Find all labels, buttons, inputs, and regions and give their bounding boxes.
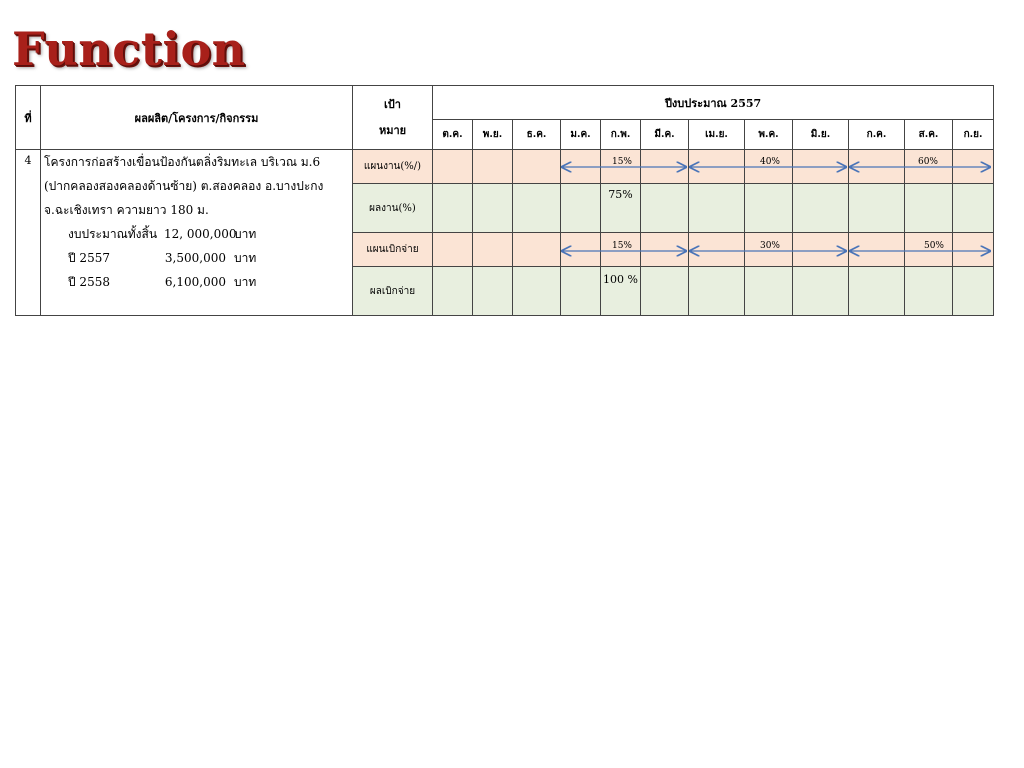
cell [745,267,793,316]
month-jul: ก.ค. [849,120,905,150]
month-feb: ก.พ. [601,120,641,150]
plan-work-label-3: 60% [917,157,939,167]
target-plan-pay: แผนเบิกจ่าย [353,233,433,267]
cell [513,267,561,316]
project-desc-line: (ปากคลองสองคลองด้านซ้าย) ต.สองคลอง อ.บางปะกง [44,179,324,193]
cell [601,233,641,267]
budget-amount: 12, 000,000 [164,227,237,241]
result-work-value: 75% [608,188,633,201]
project-desc-line: จ.ฉะเชิงเทรา ความยาว 180 ม. [44,203,209,217]
cell [905,267,953,316]
budget-amount: 6,100,000 [164,275,226,289]
header-budget-year: ปีงบประมาณ 2557 [433,86,994,120]
budget-unit: บาท [234,227,257,241]
cell [793,184,849,233]
cell-result-work-feb [601,184,641,233]
month-jun: มิ.ย. [793,120,849,150]
cell [641,233,689,267]
cell [473,233,513,267]
cell [561,267,601,316]
cell [473,184,513,233]
month-oct: ต.ค. [433,120,473,150]
cell [641,150,689,184]
cell-result-pay-feb [601,267,641,316]
header-target-line2: หมาย [378,123,407,137]
plan-work-label-1: 15% [611,157,633,167]
cell [953,150,994,184]
project-desc-line: โครงการก่อสร้างเขื่อนป้องกันตลิ่งริมทะเล บริเวณ ม.6 [44,155,321,169]
month-mar: มี.ค. [641,120,689,150]
cell [641,267,689,316]
cell [953,233,994,267]
plan-work-label-2: 40% [759,157,781,167]
cell [561,150,601,184]
header-no: ที่ [16,86,41,150]
cell [905,233,953,267]
cell [433,150,473,184]
budget-label: ปี 2557 [68,251,110,265]
plan-pay-label-3: 50% [923,241,945,251]
budget-line-2557 [44,246,348,270]
cell [793,150,849,184]
header-target [353,86,433,150]
budget-label: งบประมาณทั้งสิ้น [68,227,158,241]
result-pay-value: 100 % [603,273,638,286]
target-plan-work: แผนงาน(%/) [353,150,433,184]
month-aug: ส.ค. [905,120,953,150]
cell [849,150,905,184]
cell [689,184,745,233]
cell [561,233,601,267]
budget-label: ปี 2558 [68,275,110,289]
plan-pay-label-1: 15% [611,241,633,251]
target-result-work: ผลงาน(%) [353,184,433,233]
cell [905,150,953,184]
cell [953,267,994,316]
header-row [16,86,994,120]
budget-unit: บาท [234,275,257,289]
row-plan-work [16,150,994,184]
cell [689,233,745,267]
header-target-line1: เป้า [384,97,401,111]
cell [641,184,689,233]
cell [905,184,953,233]
cell [433,267,473,316]
cell [689,267,745,316]
project-description [41,150,353,316]
cell [849,267,905,316]
cell [793,267,849,316]
budget-amount: 3,500,000 [164,251,226,265]
cell [433,233,473,267]
cell [513,184,561,233]
budget-line-2558 [44,270,348,294]
row-number: 4 [16,150,41,316]
cell [793,233,849,267]
cell [601,150,641,184]
cell [745,233,793,267]
header-project: ผลผลิต/โครงการ/กิจกรรม [41,86,353,150]
page-title: Function [12,22,246,76]
cell [849,233,905,267]
cell [433,184,473,233]
cell [745,150,793,184]
cell [513,233,561,267]
cell [473,267,513,316]
cell [953,184,994,233]
month-may: พ.ค. [745,120,793,150]
month-nov: พ.ย. [473,120,513,150]
month-jan: ม.ค. [561,120,601,150]
month-sep: ก.ย. [953,120,994,150]
cell [473,150,513,184]
cell [561,184,601,233]
budget-line-total [44,222,348,246]
cell [849,184,905,233]
month-apr: เม.ย. [689,120,745,150]
budget-unit: บาท [234,251,257,265]
schedule-table [15,85,994,316]
month-dec: ธ.ค. [513,120,561,150]
cell [689,150,745,184]
cell [745,184,793,233]
plan-pay-label-2: 30% [759,241,781,251]
target-result-pay: ผลเบิกจ่าย [353,267,433,316]
cell [513,150,561,184]
